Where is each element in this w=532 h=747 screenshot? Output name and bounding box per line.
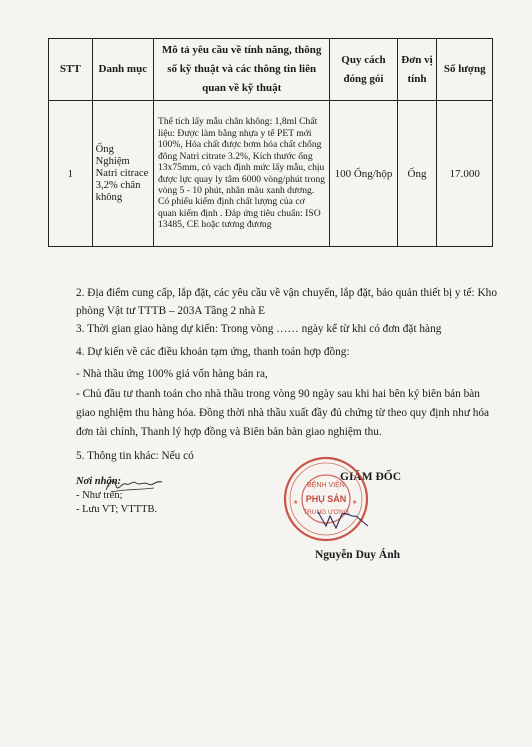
cell-quantity: 17.000: [437, 101, 493, 247]
header-quantity: Số lượng: [437, 39, 493, 101]
header-category: Danh mục: [92, 39, 153, 101]
svg-text:TRUNG ƯƠNG: TRUNG ƯƠNG: [303, 509, 349, 516]
header-packing: Quy cách đóng gói: [330, 39, 397, 101]
table-row: [49, 101, 493, 247]
paragraph-advance: - Nhà thầu ứng 100% giá vốn hàng bán ra,: [76, 368, 268, 380]
cell-unit: Ống: [397, 101, 437, 247]
initial-signature: [104, 474, 164, 496]
svg-text:★: ★: [293, 500, 299, 506]
specification-table: [48, 38, 493, 247]
paragraph-payment-terms: 4. Dự kiến về các điều khoản tạm ứng, thanh toán hợp đồng:: [76, 346, 350, 358]
cell-packing: 100 Ống/hộp: [330, 101, 397, 247]
header-description: Mô tả yêu cầu về tính năng, thông số kỹ thuật và các thông tin liên quan về kỹ thuật: [153, 39, 329, 101]
paragraph-delivery-location: 2. Địa điểm cung cấp, lắp đặt, các yêu cầu về vận chuyển, lắp đặt, bảo quản thiết bị y tế: Kho phòng Vật tư TTTB – 203A Tầng 2 nhà E: [76, 287, 497, 317]
cell-category: Ống Nghiệm Natri citrace 3,2% chân không: [92, 101, 153, 247]
cell-stt: 1: [49, 101, 93, 247]
paragraph-other-info: 5. Thông tin khác: Nếu có: [76, 450, 194, 462]
header-unit: Đơn vị tính: [397, 39, 437, 101]
paragraph-settlement: - Chủ đầu tư thanh toán cho nhà thầu trong vòng 90 ngày sau khi hai bên ký biên bản bàn giao nghiệm thu hàng hóa. Đồng thời nhà thầu xuất đầy đủ chứng từ theo quy định như hóa đơn tài chính, Thanh lý hợp đồng và Biên bản bàn giao nghiệm thu.: [76, 388, 490, 438]
recipients-label: Nơi nhận:: [76, 476, 122, 487]
svg-text:BỆNH VIỆN: BỆNH VIỆN: [307, 482, 345, 489]
table-header-row: [49, 39, 493, 101]
header-stt: STT: [49, 39, 93, 101]
recipient-item: - Như trên;: [76, 490, 123, 501]
director-signature: [316, 508, 371, 532]
svg-text:★: ★: [352, 500, 358, 506]
recipient-item: - Lưu VT; VTTTB.: [76, 504, 158, 515]
signer-title: GIÁM ĐỐC: [340, 471, 402, 483]
svg-text:PHỤ SẢN: PHỤ SẢN: [305, 494, 347, 504]
paragraph-delivery-time: 3. Thời gian giao hàng dự kiến: Trong vòng …… ngày kể từ khi có đơn đặt hàng: [76, 323, 442, 335]
signer-name: Nguyễn Duy Ánh: [315, 549, 400, 561]
cell-description: Thể tích lấy mẫu chân không: 1,8ml Chất liệu: Được làm bằng nhựa y tế PET mới 100%, Hóa chất được bơm hóa chất chống đông Natri citrate 3.2%, Kích thước ống 13x75mm, có vạch định mức lấy mẫu, chịu được lực quay ly tâm 6000 vòng/phút trong vòng 5 - 10 phút, nhãn màu xanh dương. Có phiếu kiểm định chất lượng của cơ quan kiểm định . Đáp ứng tiêu chuẩn: ISO 13485, CE hoặc tương đương: [153, 101, 329, 247]
